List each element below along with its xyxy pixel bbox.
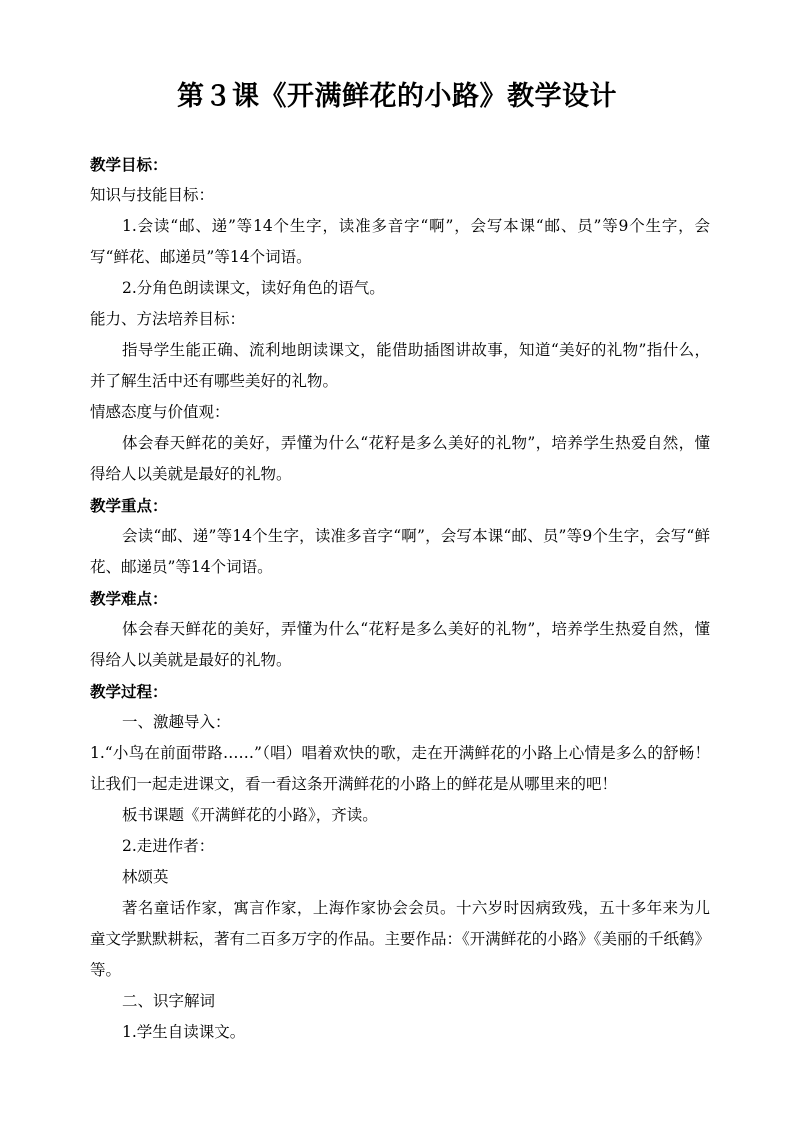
process-part2-heading: 二、识字解词 [122,992,216,1010]
emotion-text: 体会春天鲜花的美好，弄懂为什么“花籽是多么美好的礼物”，培养学生热爱自然，懂得给人以美就是最好的礼物。 [90,434,710,483]
difficulties-text: 体会春天鲜花的美好，弄懂为什么“花籽是多么美好的礼物”，培养学生热爱自然，懂得给人以美就是最好的礼物。 [90,620,710,669]
difficulties-heading: 教学难点： [90,589,168,608]
process-heading: 教学过程： [90,682,168,701]
ability-heading: 能力、方法培养目标： [90,310,246,328]
author-bio: 著名童话作家，寓言作家，上海作家协会会员。十六岁时因病致残，五十多年来为儿童文学默默耕耘，著有二百多万字的作品。主要作品：《开满鲜花的小路》《美丽的千纸鹤》等。 [90,899,711,979]
author-name: 林颂英 [122,868,169,886]
key-points-heading: 教学重点： [90,496,168,515]
document-body [90,149,710,1048]
knowledge-heading: 知识与技能目标： [90,186,215,204]
knowledge-item-1: 1.会读“邮、递”等14个生字，读准多音字“啊”，会写本课“邮、员”等9个生字，会写“鲜花、邮递员”等14个词语。 [90,217,710,266]
key-points-text: 会读“邮、递”等14个生字，读准多音字“啊”，会写本课“邮、员”等9个生字，会写“鲜花、邮递员”等14个词语。 [90,527,710,576]
process-step2: 2.走进作者： [122,837,215,855]
page-title: 第３课《开满鲜花的小路》教学设计 [177,81,617,112]
emotion-heading: 情感态度与价值观： [90,403,230,421]
process-step1-board: 板书课题《开满鲜花的小路》，齐读。 [122,806,378,824]
objectives-heading: 教学目标： [90,155,168,174]
ability-text: 指导学生能正确、流利地朗读课文，能借助插图讲故事，知道“美好的礼物”指什么，并了解生活中还有哪些美好的礼物。 [90,341,710,390]
process-part2-step1: 1.学生自读课文。 [122,1023,246,1041]
knowledge-item-2: 2.分角色朗读课文，读好角色的语气。 [122,279,385,297]
process-part1-heading: 一、激趣导入： [122,713,231,731]
process-step1: 1.“小鸟在前面带路……”（唱）唱着欢快的歌，走在开满鲜花的小路上心情是多么的舒畅！让我们一起走进课文，看一看这条开满鲜花的小路上的鲜花是从哪里来的吧！ [90,744,710,793]
